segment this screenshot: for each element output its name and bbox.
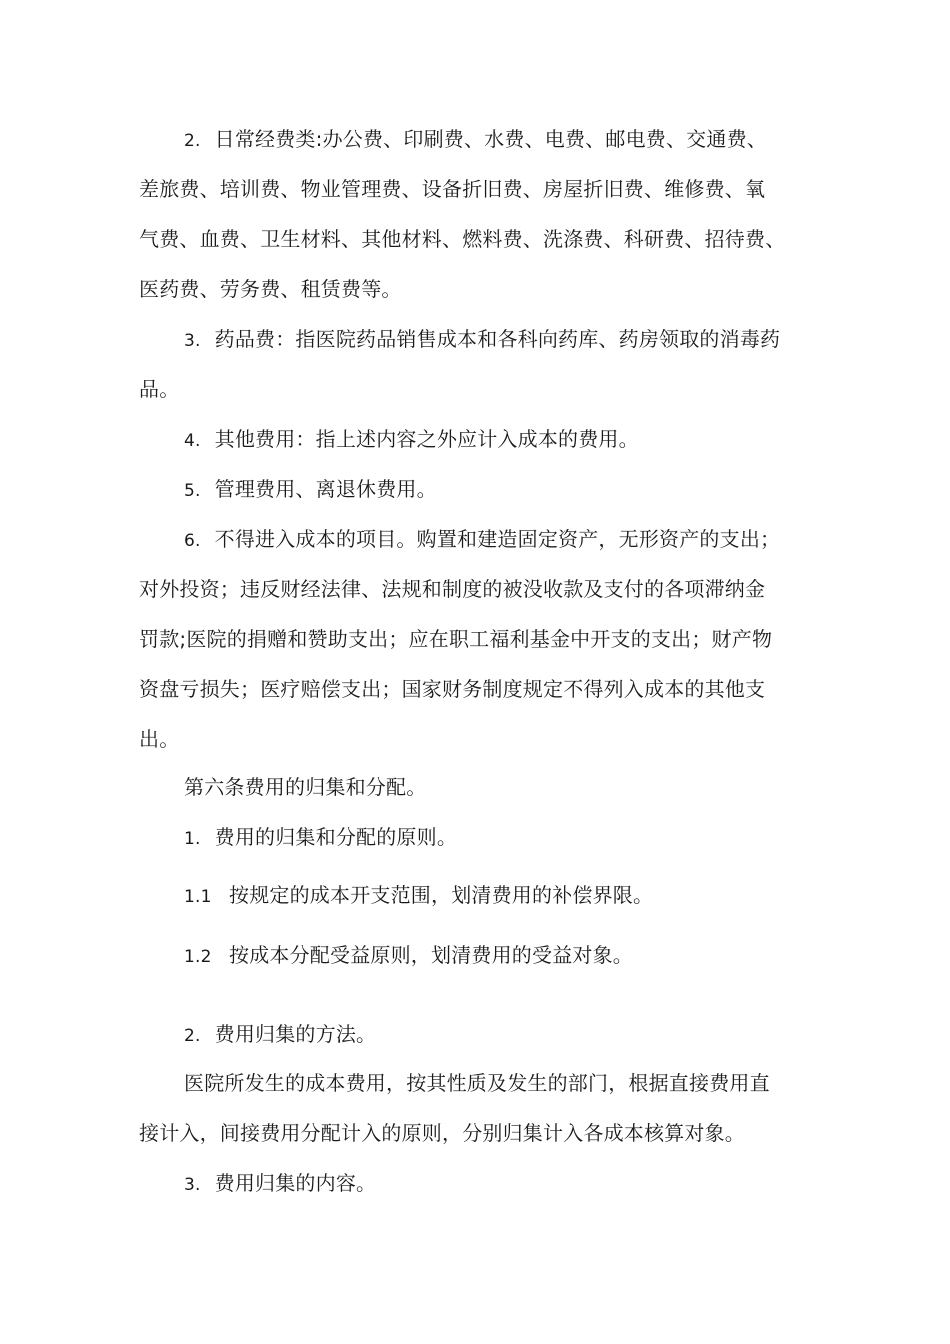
article-6-heading: 第六条费用的归集和分配。 [184, 775, 427, 799]
paragraph-text: 费用归集的内容。 [214, 1171, 377, 1195]
list-number: 4. [184, 431, 201, 451]
item-2-line-4: 医药费、劳务费、租赁费等。 [139, 277, 402, 301]
paragraph-text: 按成本分配受益原则，划清费用的受益对象。 [229, 943, 633, 967]
list-number: 2. [184, 131, 201, 151]
list-number: 6. [184, 531, 201, 551]
list-number: 3. [184, 331, 201, 351]
list-number: 2. [184, 1026, 201, 1046]
paragraph-text: 费用的归集和分配的原则。 [214, 825, 458, 849]
list-number: 1. [184, 829, 201, 849]
item-4-line-1 [184, 425, 639, 455]
method-line-1: 医院所发生的成本费用，按其性质及发生的部门，根据直接费用直 [184, 1071, 770, 1095]
item-6-line-4: 资盘亏损失；医疗赔偿支出；国家财务制度规定不得列入成本的其他支 [139, 677, 766, 701]
item-2-line-3: 气费、血费、卫生材料、其他材料、燃料费、洗涤费、科研费、招待费、 [139, 227, 786, 251]
paragraph-text: 管理费用、离退休费用。 [214, 477, 437, 501]
list-number: 5. [184, 481, 201, 501]
sub-1-heading [184, 823, 457, 853]
item-3-line-2: 品。 [139, 377, 180, 401]
list-number: 1.1 [184, 887, 212, 907]
paragraph-text: 其他费用：指上述内容之外应计入成本的费用。 [214, 427, 639, 451]
item-6-line-2: 对外投资；违反财经法律、法规和制度的被没收款及支付的各项滞纳金 [139, 577, 766, 601]
sub-1-1 [184, 881, 653, 911]
paragraph-text: 日常经费类:办公费、印刷费、水费、电费、邮电费、交通费、 [214, 127, 767, 151]
item-6-line-5: 出。 [139, 727, 180, 751]
paragraph-text: 费用归集的方法。 [214, 1022, 377, 1046]
item-5-line-1 [184, 475, 437, 505]
method-line-2: 接计入，间接费用分配计入的原则，分别归集计入各成本核算对象。 [139, 1121, 745, 1145]
paragraph-text: 不得进入成本的项目。购置和建造固定资产，无形资产的支出； [214, 527, 781, 551]
paragraph-text: 药品费：指医院药品销售成本和各科向药库、药房领取的消毒药 [214, 327, 781, 351]
item-6-line-3: 罚款;医院的捐赠和赞助支出；应在职工福利基金中开支的支出；财产物 [139, 627, 773, 651]
item-3-line-1 [184, 325, 780, 355]
list-number: 1.2 [184, 947, 212, 967]
list-number: 3. [184, 1175, 201, 1195]
sub-2-heading [184, 1020, 376, 1050]
paragraph-text: 按规定的成本开支范围，划清费用的补偿界限。 [229, 883, 654, 907]
sub-3-heading [184, 1169, 376, 1199]
item-2-line-1 [184, 125, 767, 155]
item-2-line-2: 差旅费、培训费、物业管理费、设备折旧费、房屋折旧费、维修费、氧 [139, 177, 766, 201]
sub-1-2 [184, 941, 633, 971]
item-6-line-1 [184, 525, 780, 555]
